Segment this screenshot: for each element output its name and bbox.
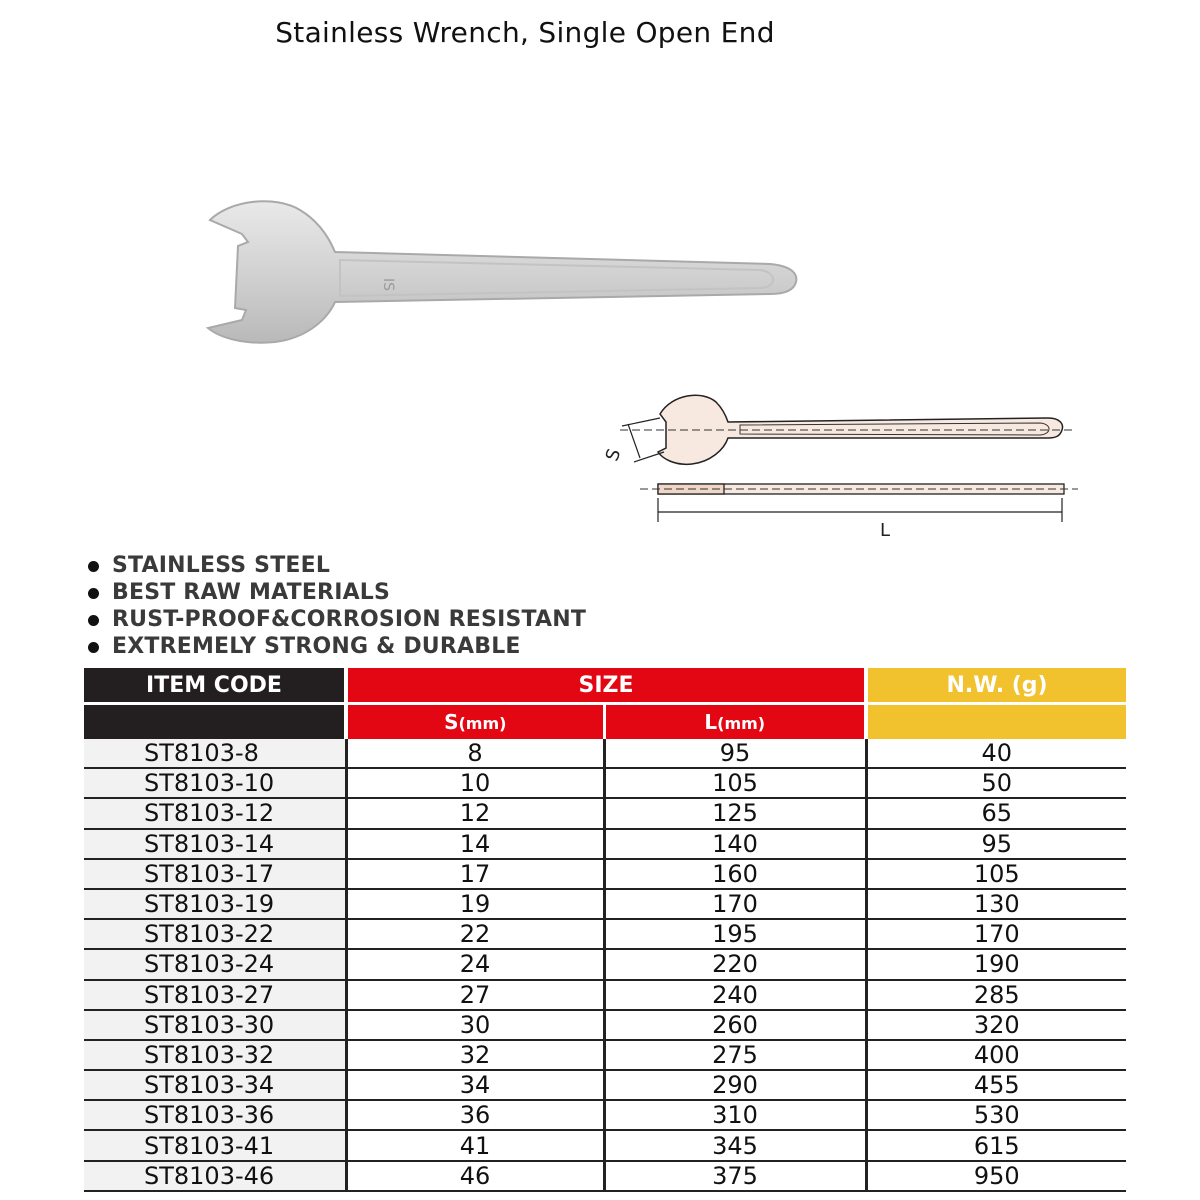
- table-row: [84, 1100, 1126, 1130]
- header-s-mm: S(mm): [346, 705, 604, 739]
- net-weight-cell: 400: [866, 1040, 1126, 1070]
- dimension-s-label: S: [601, 446, 626, 464]
- s-size-cell: 34: [346, 1070, 604, 1100]
- table-row: [84, 1130, 1126, 1160]
- feature-item: STAINLESS STEEL: [88, 552, 586, 579]
- feature-list: [88, 552, 586, 660]
- l-length-cell: 125: [604, 798, 866, 828]
- s-size-cell: 14: [346, 829, 604, 859]
- l-length-cell: 240: [604, 980, 866, 1010]
- net-weight-cell: 50: [866, 768, 1126, 798]
- net-weight-cell: 615: [866, 1130, 1126, 1160]
- net-weight-cell: 95: [866, 829, 1126, 859]
- item-code-cell: ST8103-34: [84, 1070, 346, 1100]
- s-size-cell: 32: [346, 1040, 604, 1070]
- header-size: SIZE: [346, 668, 866, 702]
- item-code-cell: ST8103-22: [84, 919, 346, 949]
- s-size-cell: 46: [346, 1161, 604, 1191]
- item-code-cell: ST8103-17: [84, 859, 346, 889]
- net-weight-cell: 170: [866, 919, 1126, 949]
- header-net-weight: N.W. (g): [866, 668, 1126, 702]
- net-weight-cell: 40: [866, 739, 1126, 768]
- s-size-cell: 41: [346, 1130, 604, 1160]
- net-weight-cell: 285: [866, 980, 1126, 1010]
- l-length-cell: 310: [604, 1100, 866, 1130]
- table-row: [84, 1161, 1126, 1191]
- s-size-cell: 36: [346, 1100, 604, 1130]
- l-length-cell: 260: [604, 1010, 866, 1040]
- l-length-cell: 105: [604, 768, 866, 798]
- item-code-cell: ST8103-10: [84, 768, 346, 798]
- table-row: [84, 798, 1126, 828]
- table-row: [84, 829, 1126, 859]
- header-item-code: ITEM CODE: [84, 668, 346, 702]
- spec-table: [84, 668, 1126, 1192]
- header-l-mm: L(mm): [604, 705, 866, 739]
- l-length-cell: 140: [604, 829, 866, 859]
- wrench-diagram: [600, 380, 1090, 550]
- l-length-cell: 195: [604, 919, 866, 949]
- s-size-cell: 30: [346, 1010, 604, 1040]
- s-size-cell: 22: [346, 919, 604, 949]
- wrench-marking: IS: [380, 278, 396, 292]
- page-title: Stainless Wrench, Single Open End: [275, 16, 775, 49]
- s-size-cell: 19: [346, 889, 604, 919]
- item-code-cell: ST8103-12: [84, 798, 346, 828]
- l-length-cell: 160: [604, 859, 866, 889]
- net-weight-cell: 105: [866, 859, 1126, 889]
- table-row: [84, 768, 1126, 798]
- table-row: [84, 1040, 1126, 1070]
- spec-table-body: [84, 739, 1126, 1191]
- table-row: [84, 980, 1126, 1010]
- l-length-cell: 170: [604, 889, 866, 919]
- header-item-code-sub: [84, 705, 346, 739]
- s-size-cell: 17: [346, 859, 604, 889]
- item-code-cell: ST8103-19: [84, 889, 346, 919]
- item-code-cell: ST8103-32: [84, 1040, 346, 1070]
- net-weight-cell: 455: [866, 1070, 1126, 1100]
- table-row: [84, 919, 1126, 949]
- l-length-cell: 220: [604, 949, 866, 979]
- table-row: [84, 1070, 1126, 1100]
- table-row: [84, 1010, 1126, 1040]
- table-row: [84, 949, 1126, 979]
- net-weight-cell: 65: [866, 798, 1126, 828]
- item-code-cell: ST8103-41: [84, 1130, 346, 1160]
- table-row: [84, 739, 1126, 768]
- item-code-cell: ST8103-27: [84, 980, 346, 1010]
- net-weight-cell: 950: [866, 1161, 1126, 1191]
- feature-item: EXTREMELY STRONG & DURABLE: [88, 633, 586, 660]
- feature-item: BEST RAW MATERIALS: [88, 579, 586, 606]
- l-length-cell: 345: [604, 1130, 866, 1160]
- item-code-cell: ST8103-36: [84, 1100, 346, 1130]
- net-weight-cell: 530: [866, 1100, 1126, 1130]
- s-size-cell: 27: [346, 980, 604, 1010]
- table-row: [84, 859, 1126, 889]
- s-size-cell: 8: [346, 739, 604, 768]
- s-size-cell: 10: [346, 768, 604, 798]
- wrench-photo: [180, 190, 810, 350]
- item-code-cell: ST8103-8: [84, 739, 346, 768]
- s-size-cell: 24: [346, 949, 604, 979]
- table-row: [84, 889, 1126, 919]
- l-length-cell: 375: [604, 1161, 866, 1191]
- header-net-weight-sub: [866, 705, 1126, 739]
- item-code-cell: ST8103-30: [84, 1010, 346, 1040]
- l-length-cell: 290: [604, 1070, 866, 1100]
- dimension-l-label: L: [880, 520, 891, 541]
- net-weight-cell: 190: [866, 949, 1126, 979]
- item-code-cell: ST8103-24: [84, 949, 346, 979]
- feature-item: RUST-PROOF&CORROSION RESISTANT: [88, 606, 586, 633]
- item-code-cell: ST8103-46: [84, 1161, 346, 1191]
- net-weight-cell: 130: [866, 889, 1126, 919]
- l-length-cell: 95: [604, 739, 866, 768]
- item-code-cell: ST8103-14: [84, 829, 346, 859]
- s-size-cell: 12: [346, 798, 604, 828]
- net-weight-cell: 320: [866, 1010, 1126, 1040]
- l-length-cell: 275: [604, 1040, 866, 1070]
